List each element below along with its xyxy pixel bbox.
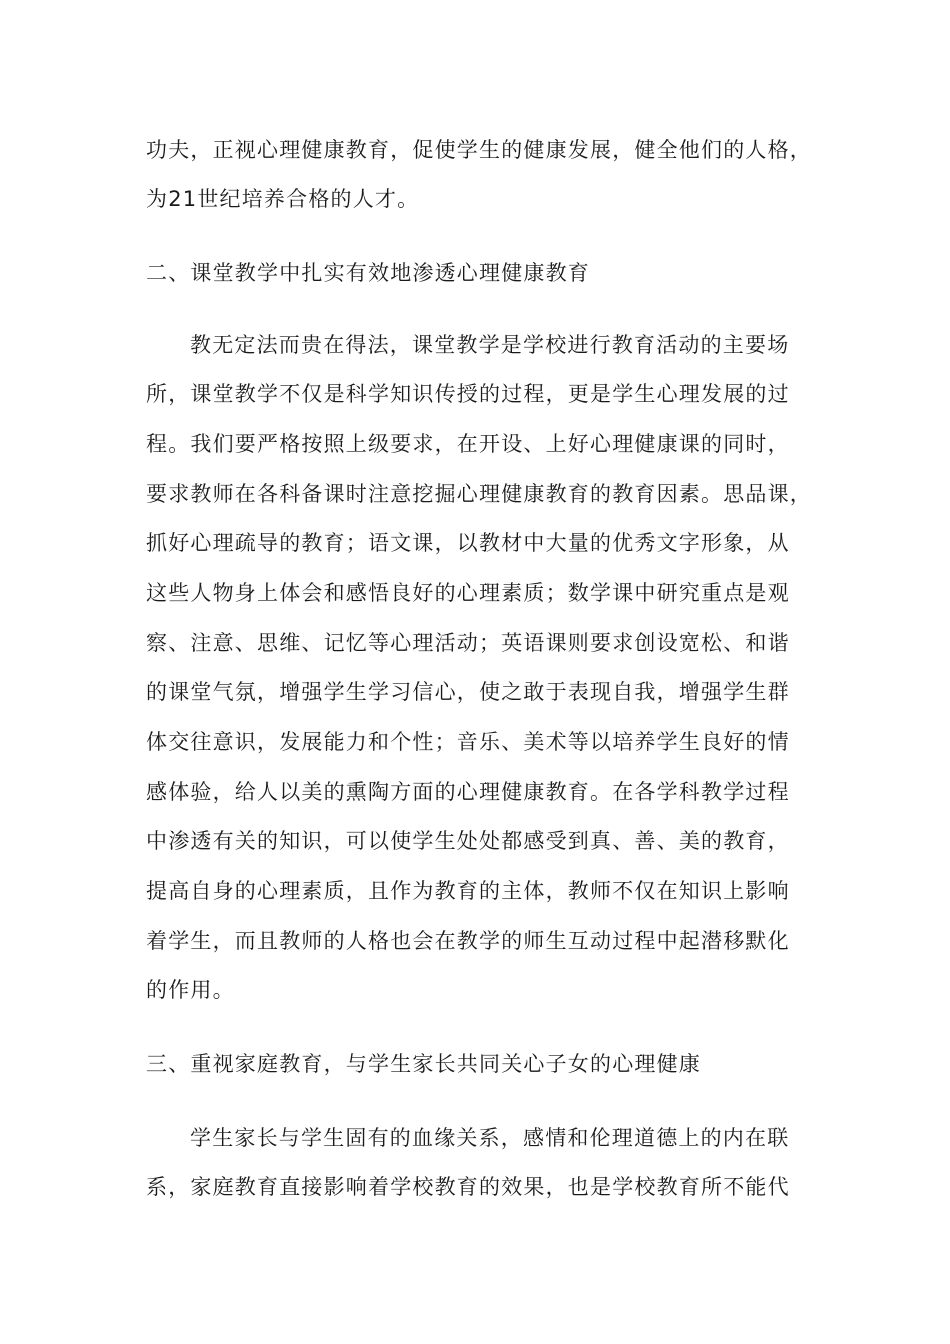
paragraph-line: 功夫，正视心理健康教育，促使学生的健康发展，健全他们的人格，: [146, 138, 812, 162]
paragraph-line: 体交往意识，发展能力和个性；音乐、美术等以培养学生良好的情: [146, 730, 790, 754]
paragraph-line: 着学生，而且教师的人格也会在教学的师生互动过程中起潜移默化: [146, 929, 790, 953]
paragraph-line: 要求教师在各科备课时注意挖掘心理健康教育的教育因素。思品课，: [146, 482, 812, 506]
section-heading-3: 三、重视家庭教育，与学生家长共同关心子女的心理健康: [146, 1052, 701, 1076]
paragraph-line: 教无定法而贵在得法，课堂教学是学校进行教育活动的主要场: [190, 333, 790, 357]
paragraph-line: 察、注意、思维、记忆等心理活动；英语课则要求创设宽松、和谐: [146, 631, 790, 655]
paragraph-line: 的课堂气氛，增强学生学习信心，使之敢于表现自我，增强学生群: [146, 680, 790, 704]
paragraph-line: 所，课堂教学不仅是科学知识传授的过程，更是学生心理发展的过: [146, 382, 790, 406]
paragraph-line: 抓好心理疏导的教育；语文课，以教材中大量的优秀文字形象，从: [146, 531, 790, 555]
paragraph-line: 程。我们要严格按照上级要求，在开设、上好心理健康课的同时，: [146, 432, 790, 456]
paragraph-line: 提高自身的心理素质，且作为教育的主体，教师不仅在知识上影响: [146, 879, 790, 903]
section-heading-2: 二、课堂教学中扎实有效地渗透心理健康教育: [146, 261, 590, 285]
paragraph-line: 学生家长与学生固有的血缘关系，感情和伦理道德上的内在联: [190, 1126, 790, 1150]
paragraph-line: 这些人物身上体会和感悟良好的心理素质；数学课中研究重点是观: [146, 581, 790, 605]
paragraph-line: 中渗透有关的知识，可以使学生处处都感受到真、善、美的教育，: [146, 829, 790, 853]
paragraph-line: 感体验，给人以美的熏陶方面的心理健康教育。在各学科教学过程: [146, 780, 790, 804]
paragraph-line: 系，家庭教育直接影响着学校教育的效果，也是学校教育所不能代: [146, 1175, 790, 1199]
paragraph-line: 为21世纪培养合格的人才。: [146, 187, 420, 211]
paragraph-line: 的作用。: [146, 978, 235, 1002]
